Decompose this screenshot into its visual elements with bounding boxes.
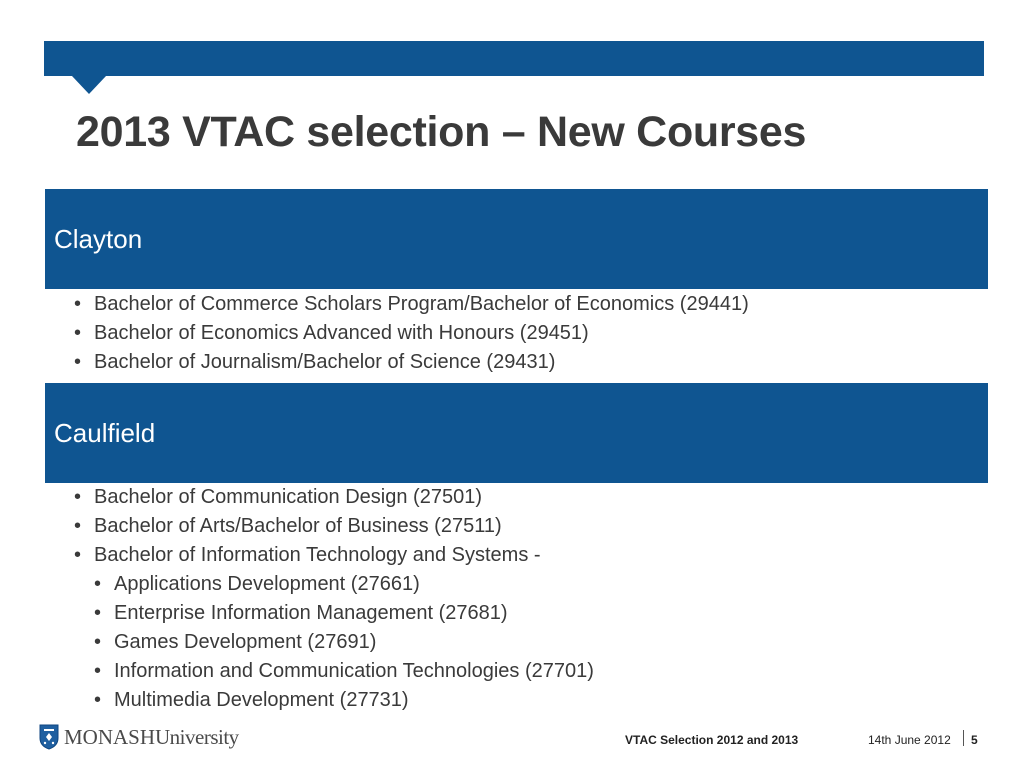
clayton-course-list bbox=[74, 290, 749, 377]
sub-list-item: • Information and Communication Technologies (27701) bbox=[74, 657, 594, 686]
section-header-clayton bbox=[45, 189, 988, 289]
list-item: • Bachelor of Economics Advanced with Honours (29451) bbox=[74, 319, 749, 348]
bullet-icon: • bbox=[94, 689, 102, 711]
bullet-icon: • bbox=[94, 631, 102, 653]
logo-wordmark: MONASHUniversity bbox=[64, 724, 239, 749]
banner-notch bbox=[72, 76, 106, 94]
bullet-icon: • bbox=[94, 660, 102, 682]
bullet-icon: • bbox=[74, 293, 82, 315]
list-item: • Bachelor of Arts/Bachelor of Business (27511) bbox=[74, 512, 594, 541]
monash-shield-icon bbox=[39, 724, 59, 750]
bullet-icon: • bbox=[74, 486, 82, 508]
bullet-icon: • bbox=[74, 515, 82, 537]
sub-list-item: • Multimedia Development (27731) bbox=[74, 686, 594, 715]
page-number: 5 bbox=[971, 733, 978, 747]
top-banner bbox=[44, 41, 984, 76]
bullet-icon: • bbox=[94, 602, 102, 624]
slide-title: 2013 VTAC selection – New Courses bbox=[76, 108, 807, 156]
section-heading: Clayton bbox=[54, 223, 143, 254]
section-heading: Caulfield bbox=[54, 417, 156, 448]
bullet-icon: • bbox=[74, 351, 82, 373]
caulfield-course-list bbox=[74, 483, 594, 715]
list-item: • Bachelor of Journalism/Bachelor of Science (29431) bbox=[74, 348, 749, 377]
sub-list-item: • Applications Development (27661) bbox=[74, 570, 594, 599]
footer-date: 14th June 2012 bbox=[868, 733, 951, 747]
bullet-icon: • bbox=[74, 544, 82, 566]
footer-divider bbox=[963, 730, 964, 746]
bullet-icon: • bbox=[94, 573, 102, 595]
bullet-icon: • bbox=[74, 322, 82, 344]
section-header-caulfield bbox=[45, 383, 988, 483]
list-item: • Bachelor of Communication Design (27501) bbox=[74, 483, 594, 512]
sub-list-item: • Games Development (27691) bbox=[74, 628, 594, 657]
monash-logo bbox=[39, 724, 239, 750]
sub-list-item: • Enterprise Information Management (27681) bbox=[74, 599, 594, 628]
list-item: • Bachelor of Commerce Scholars Program/Bachelor of Economics (29441) bbox=[74, 290, 749, 319]
footer-title: VTAC Selection 2012 and 2013 bbox=[625, 733, 799, 747]
list-item: • Bachelor of Information Technology and Systems - bbox=[74, 541, 594, 570]
